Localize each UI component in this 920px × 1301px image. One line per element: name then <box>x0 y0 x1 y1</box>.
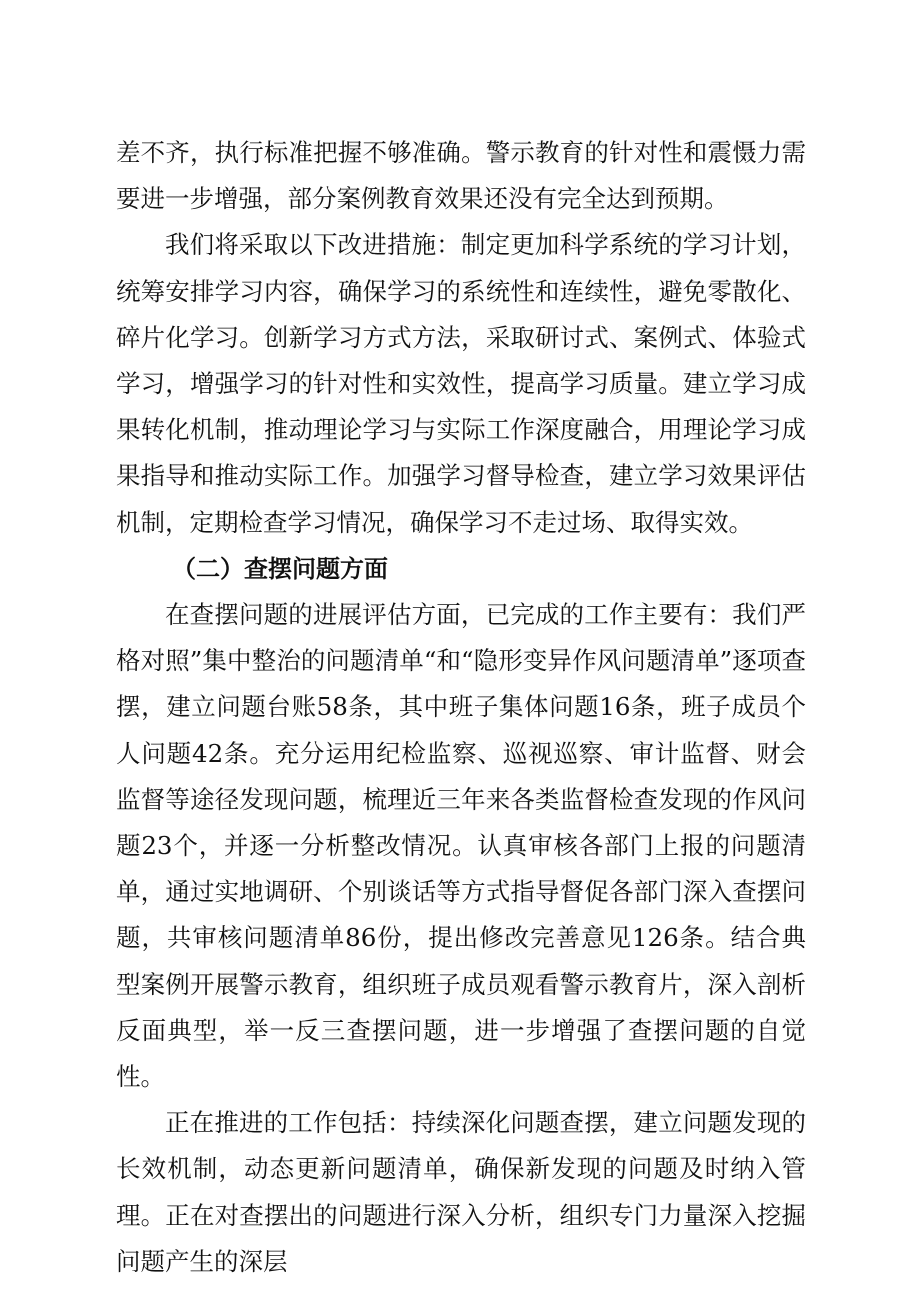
document-body <box>116 130 806 1285</box>
paragraph-ongoing-work: 正在推进的工作包括：持续深化问题查摆，建立问题发现的长效机制，动态更新问题清单，确保新发现的问题及时纳入管理。正在对查摆出的问题进行深入分析，组织专门力量深入挖掘问题产生的深层 <box>116 1108 806 1276</box>
section-heading: （二）查摆问题方面 <box>172 554 388 583</box>
paragraph-completed-work: 在查摆问题的进展评估方面，已完成的工作主要有：我们严格对照”集中整治的问题清单“和“隐形变异作风问题清单”逐项查摆，建立问题台账58条，其中班子集体问题16条，班子成员个人问题42条。充分运用纪检监察、巡视巡察、审计监督、财会监督等途径发现问题，梳理近三年来各类监督检查发现的作风问题23个，并逐一分析整改情况。认真审核各部门上报的问题清单，通过实地调研、个别谈话等方式指导督促各部门深入查摆问题，共审核问题清单86份，提出修改完善意见126条。结合典型案例开展警示教育，组织班子成员观看警示教育片，深入剖析反面典型，举一反三查摆问题，进一步增强了查摆问题的自觉性。 <box>116 600 806 1092</box>
paragraph-continuation: 差不齐，执行标准把握不够准确。警示教育的针对性和震慑力需要进一步增强，部分案例教育效果还没有完全达到预期。 <box>116 138 806 214</box>
paragraph-improvement-measures: 我们将采取以下改进措施：制定更加科学系统的学习计划，统筹安排学习内容，确保学习的系统性和连续性，避免零散化、碎片化学习。创新学习方式方法，采取研讨式、案例式、体验式学习，增强学习的针对性和实效性，提高学习质量。建立学习成果转化机制，推动理论学习与实际工作深度融合，用理论学习成果指导和推动实际工作。加强学习督导检查，建立学习效果评估机制，定期检查学习情况，确保学习不走过场、取得实效。 <box>116 230 806 537</box>
